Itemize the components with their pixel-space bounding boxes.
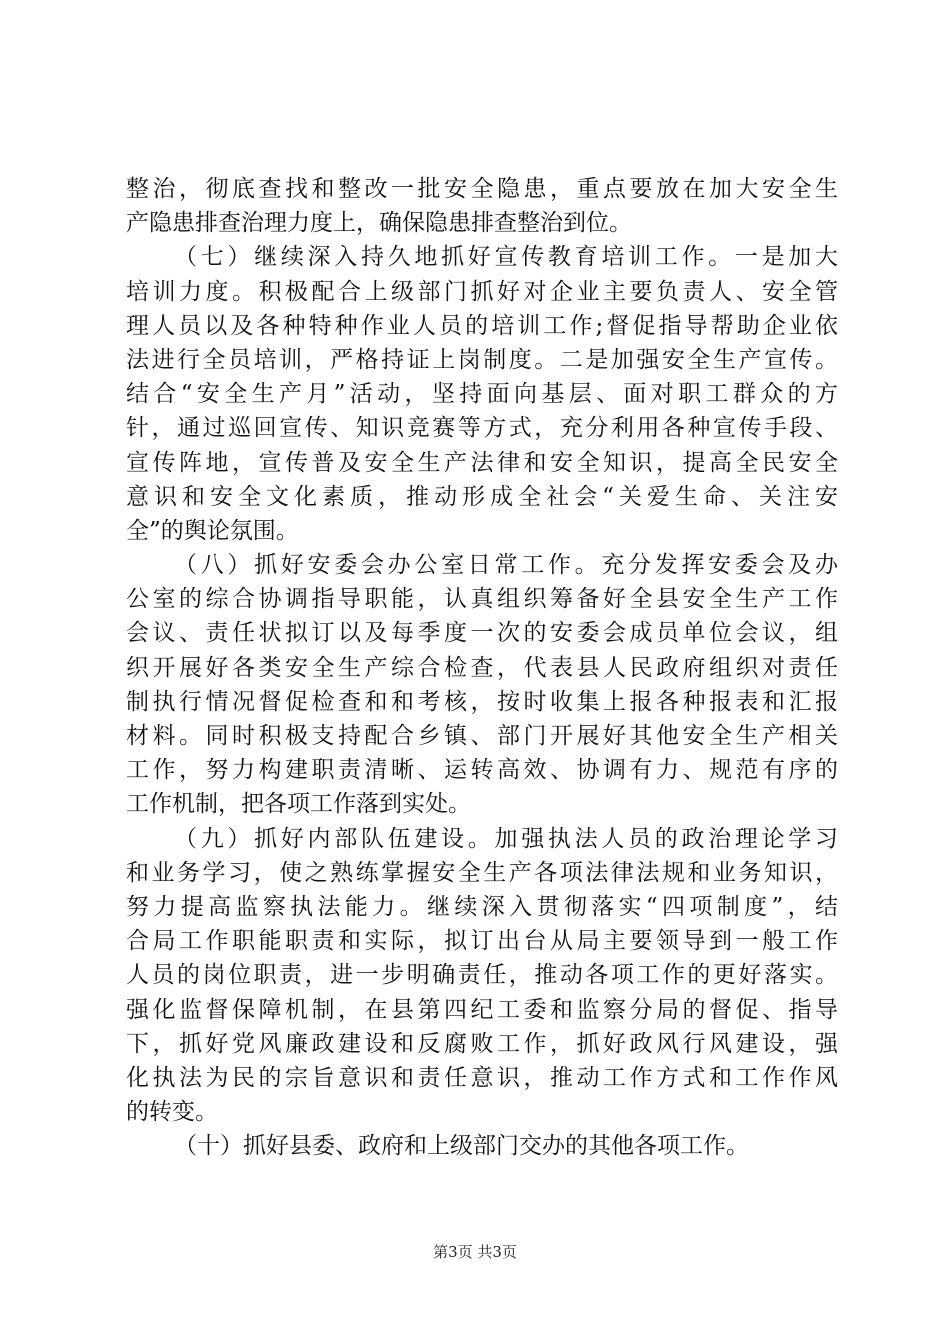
text-line: 整治，彻底查找和整改一批安全隐患，重点要放在加大安全生 [126,176,838,202]
document-body [126,172,838,1163]
text-line: 强化监督保障机制，在县第四纪工委和监察分局的督促、指导 [126,996,838,1023]
text-line: 制执行情况督促检查和和考核，按时收集上报各种报表和汇报 [126,688,838,715]
text-line: 公室的综合协调指导职能，认真组织筹备好全县安全生产工作 [126,586,838,613]
text-line: 培训力度。积极配合上级部门抓好对企业主要负责人、安全管 [126,278,838,305]
text-line: 意识和安全文化素质，推动形成全社会“关爱生命、关注安 [126,483,838,510]
text-line: 结合“安全生产月”活动，坚持面向基层、面对职工群众的方 [126,381,838,408]
text-line: 合局工作职能职责和实际，拟订出台从局主要领导到一般工作 [126,928,838,955]
text-line: 下，抓好党风廉政建设和反腐败工作，抓好政风行风建设，强 [126,1030,838,1057]
text-line: 人员的岗位职责，进一步明确责任，推动各项工作的更好落实。 [126,962,838,989]
text-line: 化执法为民的宗旨意识和责任意识，推动工作方式和工作作风 [126,1064,838,1091]
text-line: 法进行全员培训，严格持证上岗制度。二是加强安全生产宣传。 [126,346,838,373]
text-line: 材料。同时积极支持配合乡镇、部门开展好其他安全生产相关 [126,723,838,749]
text-line: 理人员以及各种特种作业人员的培训工作;督促指导帮助企业依 [126,312,838,339]
text-line: （十）抓好县委、政府和上级部门交办的其他各项工作。 [174,1133,749,1160]
text-line: 产隐患排查治理力度上，确保隐患排查整治到位。 [126,210,632,237]
text-line: 和业务学习，使之熟练掌握安全生产各项法律法规和业务知识， [126,859,838,886]
text-line: （七）继续深入持久地抓好宣传教育培训工作。一是加大 [174,244,838,271]
text-line: 针，通过巡回宣传、知识竞赛等方式，充分利用各种宣传手段、 [126,415,838,442]
text-line: 的转变。 [126,1099,218,1126]
text-line: 工作，努力构建职责清晰、运转高效、协调有力、规范有序的 [126,757,838,784]
text-line: 会议、责任状拟订以及每季度一次的安委会成员单位会议，组 [126,620,838,647]
text-line: 全”的舆论氛围。 [126,517,299,544]
text-line: 织开展好各类安全生产综合检查，代表县人民政府组织对责任 [126,654,838,681]
text-line: （九）抓好内部队伍建设。加强执法人员的政治理论学习 [174,825,838,852]
text-line: （八）抓好安委会办公室日常工作。充分发挥安委会及办 [174,552,838,579]
page-footer: 第3页 共3页 [433,1243,517,1261]
text-line: 工作机制，把各项工作落到实处。 [126,791,471,818]
text-line: 宣传阵地，宣传普及安全生产法律和安全知识，提高全民安全 [126,449,838,476]
text-line: 努力提高监察执法能力。继续深入贯彻落实“四项制度”，结 [126,893,838,920]
